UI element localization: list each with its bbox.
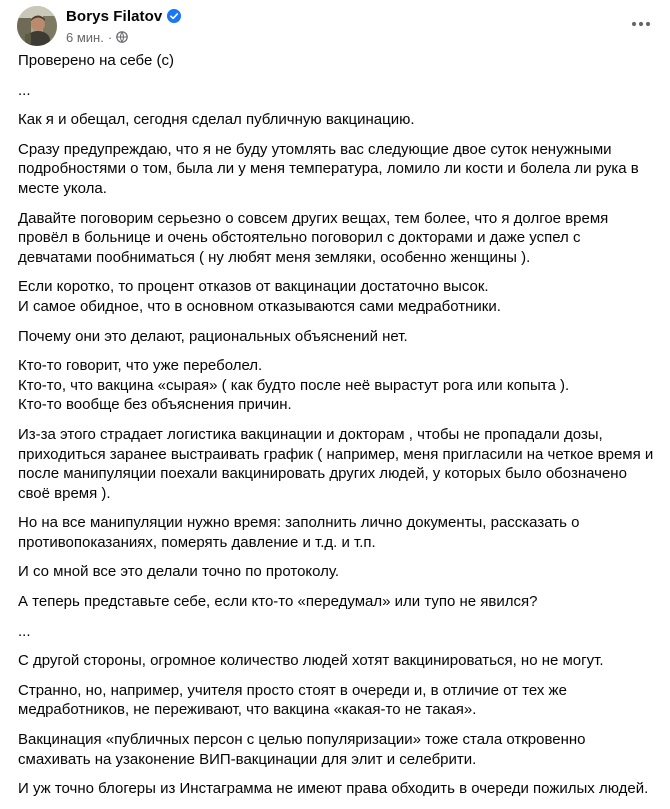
post-meta <box>66 29 128 45</box>
verified-badge-icon <box>167 9 181 23</box>
post-paragraph: ... <box>18 81 31 99</box>
post-paragraph: Вакцинация «публичных персон с целью популяризации» тоже стала откровенно смахивать на узаконение ВИП-вакцинации для элит и селебрити. <box>18 731 586 768</box>
more-options-button[interactable] <box>623 10 659 38</box>
post-paragraph: Если коротко, то процент отказов от вакцинации достаточно высок. И самое обидное, что в основном отказываются сами медработники. <box>18 278 501 315</box>
post-paragraph: Как я и обещал, сегодня сделал публичную вакцинацию. <box>18 111 415 129</box>
author-avatar[interactable] <box>17 6 57 46</box>
author-name[interactable]: Borys Filatov <box>66 7 163 25</box>
post-paragraph: А теперь представьте себе, если кто-то «передумал» или тупо не явился? <box>18 593 538 611</box>
meta-separator: · <box>107 29 113 45</box>
post-paragraph: Почему они это делают, рациональных объяснений нет. <box>18 327 408 345</box>
post-paragraph: Давайте поговорим серьезно о совсем других вещах, тем более, что я долгое время провёл в больнице и очень обстоятельно поговорил с докторами и даже успел с девчатами пообниматься ( ну любят меня земляки, особенно женщины ). <box>18 209 609 266</box>
avatar-photo <box>17 6 57 46</box>
post-paragraph: ... <box>18 622 31 640</box>
post-paragraph: Проверено на себе (с) <box>18 52 174 69</box>
post-paragraph: С другой стороны, огромное количество людей хотят вакцинироваться, но не могут. <box>18 652 604 670</box>
globe-icon[interactable] <box>116 31 128 43</box>
post-time[interactable]: 6 мин. <box>66 29 104 45</box>
post-paragraph: Кто-то говорит, что уже переболел. Кто-то, что вакцина «сырая» ( как будто после неё вырастут рога или копыта ). Кто-то вообще без объяснения причин. <box>18 357 570 414</box>
post-paragraph: И со мной все это делали точно по протоколу. <box>18 563 340 581</box>
more-horizontal-icon <box>631 21 651 27</box>
post-paragraph: Сразу предупреждаю, что я не буду утомлять вас следующие двое суток ненужными подробностями о том, была ли у меня температура, ломило ли кости и болела ли рука в месте укола. <box>18 140 639 197</box>
author-line <box>66 6 181 26</box>
post-paragraph: Но на все манипуляции нужно время: заполнить лично документы, рассказать о противопоказаниях, померять давление и т.д. и т.п. <box>18 514 580 551</box>
post-paragraph: И уж точно блогеры из Инстаграмма не имеют права обходить в очереди пожилых людей. <box>18 780 649 798</box>
post-paragraph: Странно, но, например, учителя просто стоят в очереди и, в отличие от тех же медработников, не переживают, что вакцина «какая-то не такая». <box>18 681 567 719</box>
post-text <box>18 51 658 809</box>
post-paragraph: Из-за этого страдает логистика вакцинации и докторам , чтобы не пропадали дозы, приходиться заранее выстраивать график ( например, меня пригласили на четкое время и после манипуляции поехали вакцинировать других людей, у которых было обозначено своё время ). <box>18 425 654 502</box>
